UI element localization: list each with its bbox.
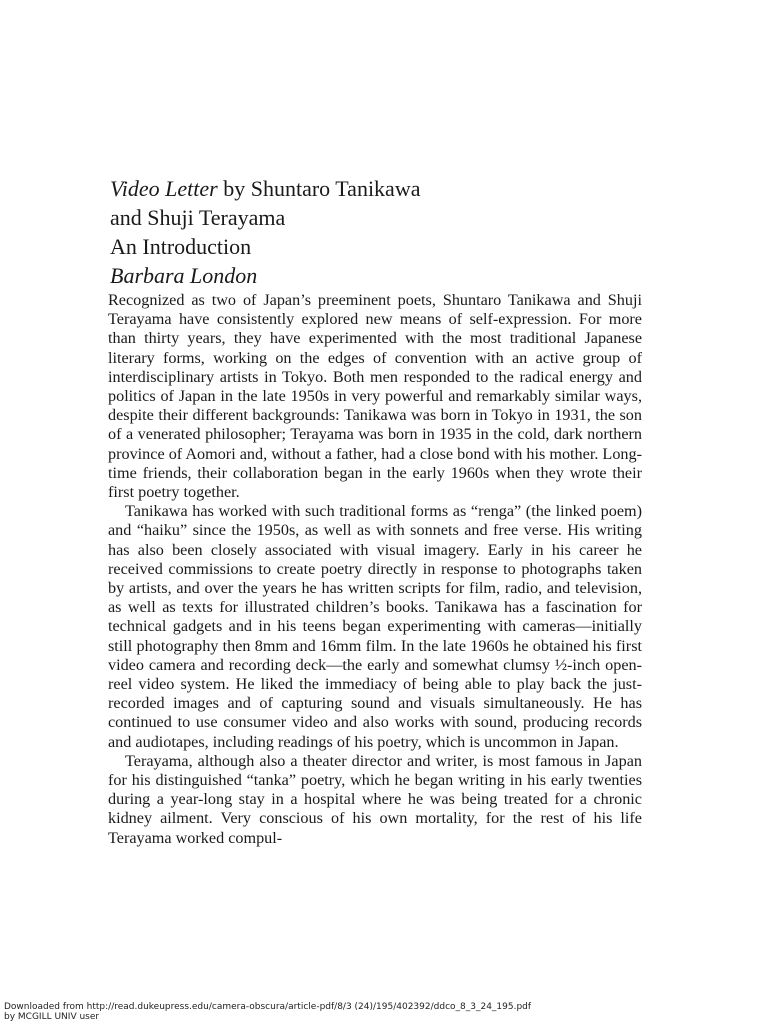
article-body xyxy=(108,291,642,848)
author-name xyxy=(110,261,420,290)
paragraph-1: Recognized as two of Japan’s preeminent poets, Shuntaro Tanikawa and Shuji Terayama have consistently explored new means of self-expression. For more than thirty years, they have experimented with the most traditional Japanese literary forms, working on the edges of convention with an active group of interdisciplinary artists in Tokyo. Both men responded to the radical energy and politics of Japan in the late 1950s in very powerful and remarkably similar ways, despite their different backgrounds: Tanikawa was born in Tokyo in 1931, the son of a venerated philosopher; Terayama was born in 1935 in the cold, dark northern province of Aomori and, without a father, had a close bond with his mother. Long-time friends, their collaboration began in the early 1960s when they wrote their first poetry together. xyxy=(108,291,642,502)
article-title-block xyxy=(110,174,420,290)
author-name-italic: Barbara London xyxy=(110,263,258,288)
title-line-1-rest: by Shuntaro Tanikawa xyxy=(217,176,421,201)
title-line-2: and Shuji Terayama xyxy=(110,205,286,230)
download-footer xyxy=(4,1002,531,1022)
title-italic-work: Video Letter xyxy=(110,176,218,201)
title-line-1 xyxy=(110,174,420,203)
title-line-3: An Introduction xyxy=(110,234,252,259)
paragraph-3: Terayama, although also a theater director and writer, is most famous in Japan for his distinguished “tanka” poetry, which he began writing in his early twenties during a year-long stay in a hospital where he was being treated for a chronic kidney ailment. Very conscious of his own mortality, for the rest of his life Terayama worked compul- xyxy=(108,751,642,847)
paragraph-2: Tanikawa has worked with such traditional forms as “renga” (the linked poem) and “haiku” since the 1950s, as well as with sonnets and free verse. His writing has also been closely associated with visual imagery. Early in his career he received commissions to create poetry directly in response to photographs taken by artists, and over the years he has written scripts for film, radio, and television, as well as texts for illustrated children’s books. Tanikawa has a fascination for technical gadgets and in his teens began experimenting with cameras—initially still photography then 8mm and 16mm film. In the late 1960s he obtained his first video camera and recording deck—the early and somewhat clumsy ½-inch open-reel video system. He liked the immediacy of being able to play back the just-recorded images and of capturing sound and visuals simultaneously. He has continued to use consumer video and also works with sound, producing records and audiotapes, including readings of his poetry, which is uncommon in Japan. xyxy=(108,502,642,751)
download-source-line: Downloaded from http://read.dukeupress.edu/camera-obscura/article-pdf/8/3 (24)/195/402392/ddco_8_3_24_195.pdf xyxy=(4,1002,532,1012)
download-user-line: by MCGILL UNIV user xyxy=(4,1012,100,1022)
